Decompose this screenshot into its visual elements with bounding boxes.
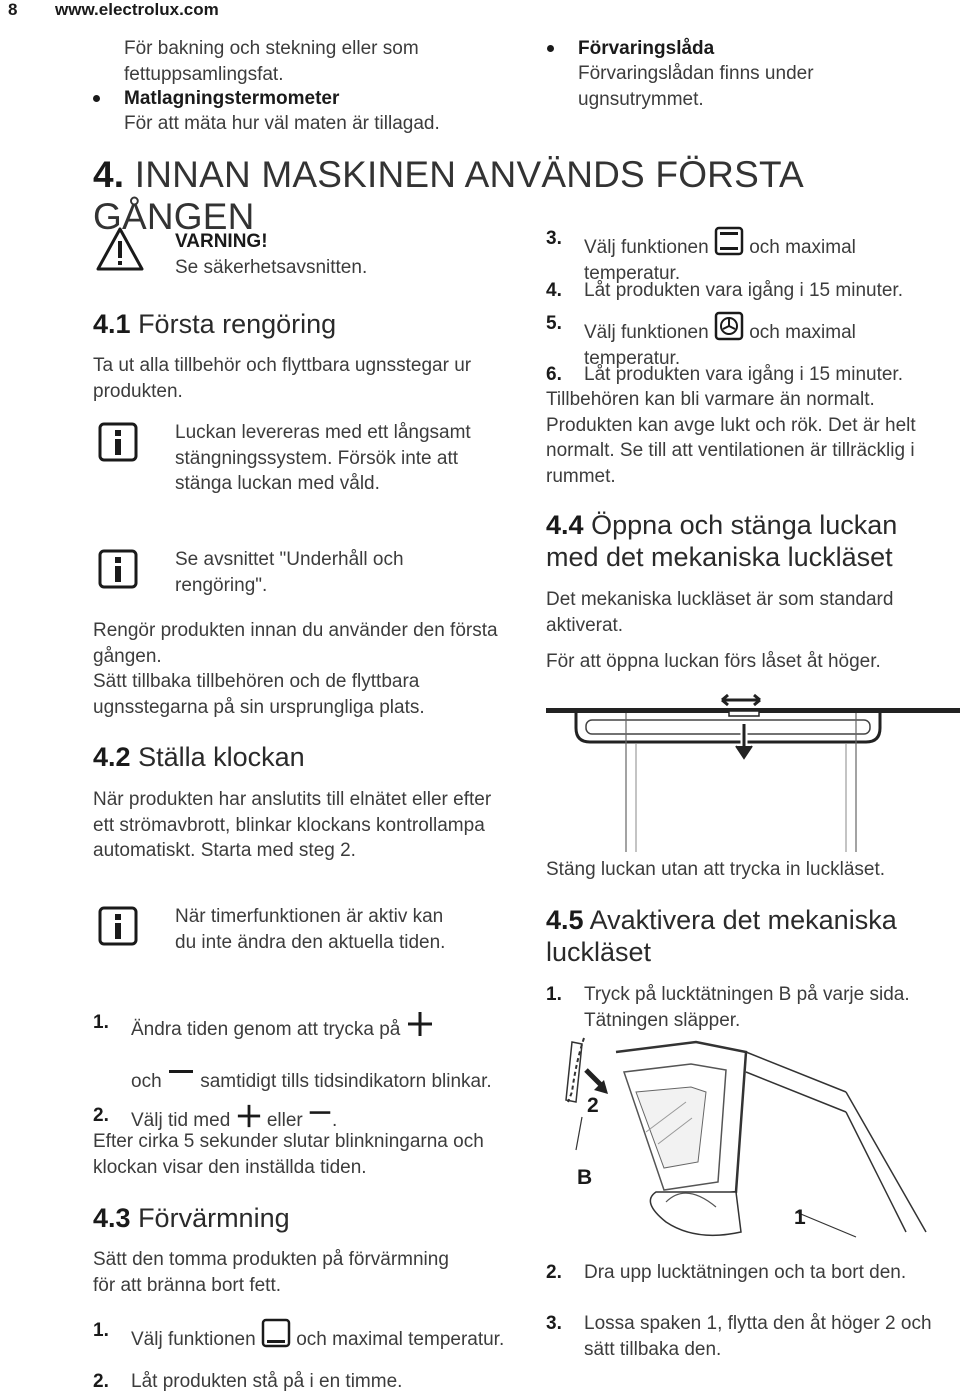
s41-para-2: Rengör produkten innan du använder den första gången. (93, 620, 498, 667)
step-text: . (332, 1110, 338, 1131)
step-text: Välj funktionen (584, 322, 709, 343)
minus-icon (167, 1068, 195, 1090)
s41-para: Ta ut alla tillbehör och flyttbara ugnsstegar ur produkten. (93, 355, 472, 402)
section-number: 4.5 (546, 905, 584, 935)
s43-para: Sätt den tomma produkten på förvärmning för att bränna bort fett. (93, 1249, 449, 1296)
section-4-5-heading (546, 904, 946, 968)
step-number: 3. (546, 1313, 562, 1334)
s45-step-3 (546, 1311, 960, 1362)
warning-icon (95, 226, 145, 272)
page-number: 8 (8, 0, 18, 19)
s44-para-3: Stäng luckan utan att trycka in luckläset. (546, 859, 886, 880)
section-title: Ställa klockan (138, 742, 305, 772)
step-text: Ändra tiden genom att trycka på (131, 1019, 401, 1040)
s41-para-3: Sätt tillbaka tillbehören och de flyttbara ugnsstegarna på sin ursprungliga plats. (93, 671, 425, 718)
step-text: Låt produkten stå på i en timme. (131, 1371, 403, 1392)
right-step-6 (546, 362, 960, 388)
step-number: 2. (93, 1371, 109, 1392)
right-step-4 (546, 278, 960, 304)
plus-icon (236, 1103, 262, 1129)
minus-icon (308, 1109, 332, 1129)
s42-info: När timerfunktionen är aktiv kan du inte ändra den aktuella tiden. (175, 906, 446, 953)
step-text: och maximal temperatur. (584, 237, 856, 284)
section-title: Öppna och stänga luckan med det mekaniska luckläset (546, 510, 898, 572)
step-number: 1. (546, 984, 562, 1005)
step-number: 6. (546, 364, 562, 385)
right-after: Tillbehören kan bli varmare än normalt. Produkten kan avge lukt och rök. Det är helt normalt. Se till att ventilationen är tillräcklig i rummet. (546, 389, 916, 487)
step-text: eller (266, 1110, 303, 1131)
section-title: Avaktivera det mekaniska luckläset (546, 905, 897, 967)
warning-title: VARNING! (175, 231, 268, 252)
door-lock-illustration (546, 680, 960, 852)
step-text: och (131, 1071, 162, 1092)
s42-after: Efter cirka 5 sekunder slutar blinkningarna och klockan visar den inställda tiden. (93, 1131, 484, 1178)
conventional-heat-icon (261, 1318, 291, 1348)
step-number: 2. (546, 1262, 562, 1283)
right-step-3 (546, 226, 946, 286)
section-number: 4.4 (546, 510, 584, 540)
top-bottom-heat-icon (714, 226, 744, 256)
section-4-3-heading (93, 1202, 290, 1234)
section-4-1-heading (93, 308, 336, 340)
storage-title: Förvaringslåda (578, 36, 714, 62)
thermometer-desc: För att mäta hur väl maten är tillagad. (124, 113, 440, 134)
step-text: Välj tid med (131, 1110, 231, 1131)
step-number: 3. (546, 228, 562, 249)
s43-step-2 (93, 1369, 513, 1395)
info-icon (98, 549, 138, 589)
info-icon (98, 906, 138, 946)
section-4-2-heading (93, 741, 305, 773)
step-number: 1. (93, 1012, 109, 1033)
s45-step-2 (546, 1260, 960, 1286)
s45-step-1 (546, 982, 960, 1033)
info-icon (98, 422, 138, 462)
s41-info-2: Se avsnittet "Underhåll och rengöring". (175, 549, 404, 596)
step-text: Välj funktionen (584, 237, 709, 258)
site-url: www.electrolux.com (55, 0, 219, 19)
section-4-4-heading (546, 509, 946, 573)
step-text: och maximal temperatur. (584, 322, 856, 369)
section-number: 4.2 (93, 742, 131, 772)
door-seal-illustration (546, 1032, 960, 1252)
step-text: och maximal temperatur. (296, 1329, 505, 1350)
warning-text: Se säkerhetsavsnitten. (175, 257, 368, 278)
section-number: 4.1 (93, 309, 131, 339)
s44-para-1: Det mekaniska luckläset är som standard aktiverat. (546, 589, 894, 636)
figure-label-1: 1 (794, 1206, 806, 1229)
chapter-title: INNAN MASKINEN ANVÄNDS FÖRSTA GÅNGEN (93, 154, 802, 237)
step-text: Dra upp lucktätningen och ta bort den. (584, 1262, 907, 1283)
step-number: 5. (546, 313, 562, 334)
plus-icon (406, 1010, 434, 1038)
thermometer-title: Matlagningstermometer (124, 86, 339, 112)
section-title: Första rengöring (138, 309, 337, 339)
intro-line: För bakning och stekning eller som fettuppsamlingsfat. (124, 38, 419, 85)
figure-label-2: 2 (587, 1094, 599, 1117)
s42-step-1 (93, 1010, 513, 1095)
step-text: Låt produkten vara igång i 15 minuter. (584, 280, 903, 301)
section-number: 4.3 (93, 1203, 131, 1233)
step-text: Lossa spaken 1, flytta den åt höger 2 och sätt tillbaka den. (584, 1313, 932, 1360)
s43-step-1 (93, 1318, 513, 1353)
s41-info-1: Luckan levereras med ett långsamt stängningssystem. Försök inte att stänga luckan med våld. (175, 422, 471, 494)
s44-para-2: För att öppna luckan förs låset åt höger. (546, 651, 881, 672)
step-text: samtidigt tills tidsindikatorn blinkar. (200, 1071, 492, 1092)
chapter-number: 4. (93, 154, 125, 195)
fan-heat-icon (714, 311, 744, 341)
storage-desc: Förvaringslådan finns under ugnsutrymmet. (578, 63, 814, 110)
step-text: Tryck på lucktätningen B på varje sida. Tätningen släpper. (584, 984, 910, 1031)
step-number: 2. (93, 1105, 109, 1126)
step-text: Välj funktionen (131, 1329, 256, 1350)
step-number: 1. (93, 1320, 109, 1341)
section-title: Förvärmning (138, 1203, 290, 1233)
step-number: 4. (546, 280, 562, 301)
step-text: Låt produkten vara igång i 15 minuter. (584, 364, 903, 385)
figure-label-b: B (577, 1166, 593, 1189)
s42-para: När produkten har anslutits till elnätet eller efter ett strömavbrott, blinkar klockans kontrollampa automatiskt. Starta med steg 2. (93, 789, 492, 861)
